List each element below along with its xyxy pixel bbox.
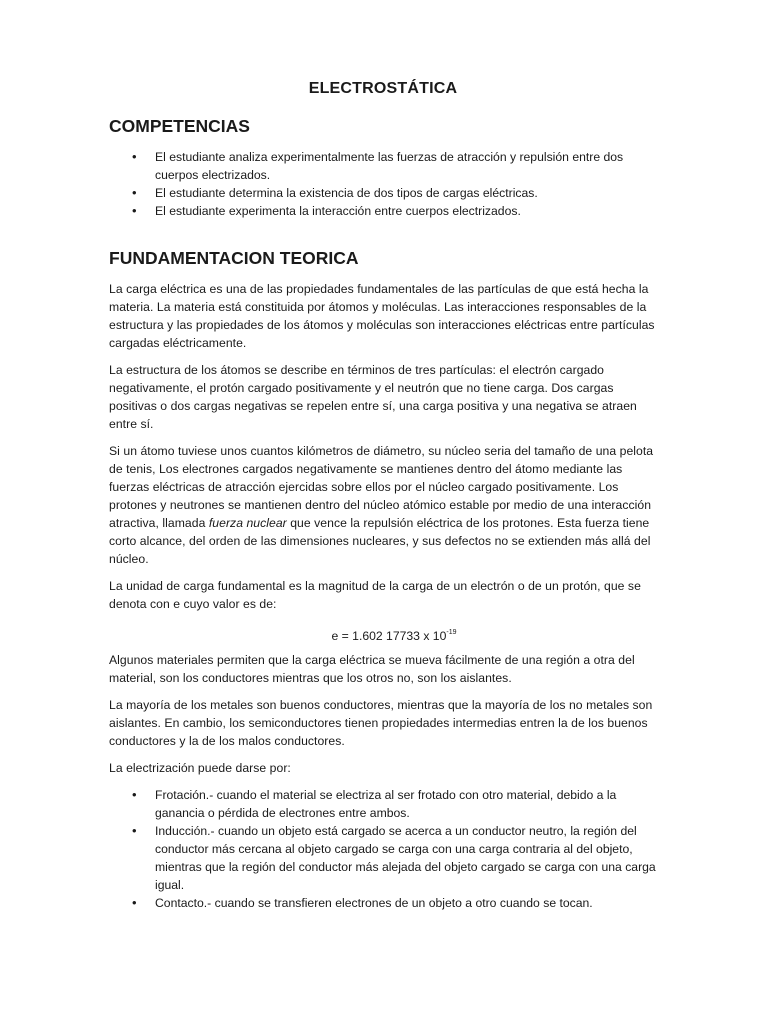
formula-carga-electron: e = 1.602 17733 x $10^{-19}$ <box>331 629 457 643</box>
bullet-icon: • <box>132 203 137 218</box>
document-page <box>109 78 657 912</box>
list-item: • Contacto.- cuando se transfieren electrones de un objeto a otro cuando se tocan. <box>132 895 593 910</box>
document-title: ELECTROSTÁTICA <box>308 80 458 97</box>
bullet-icon: • <box>132 149 137 164</box>
emphasis-fuerza-nuclear: fuerza nuclear <box>208 516 287 530</box>
list-item: • Inducción.- cuando un objeto está cargado se acerca a un conductor neutro, la región del conductor más cercana al objeto cargado se carga con una carga contraria al del objeto, mientras que la región del conductor más alejada del objeto cargado se carga con una carga igual. <box>132 823 656 892</box>
paragraph-estructura-atomos: La estructura de los átomos se describe en términos de tres partículas: el electrón cargado negativamente, el protón cargado positivamente y el neutrón que no tiene carga. Dos cargas positivas o dos cargas negativas se repelen entre sí, una carga positiva y una negativa se atraen entre sí. <box>109 363 637 431</box>
list-item: • El estudiante determina la existencia de dos tipos de cargas eléctricas. <box>132 185 538 200</box>
bullet-icon: • <box>132 895 137 910</box>
paragraph-carga-electrica: La carga eléctrica es una de las propiedades fundamentales de las partículas de que está hecha la materia. La materia está constituida por átomos y moléculas. Las interacciones responsables de la estructura y las propiedades de los átomos y moléculas son interacciones eléctricas entre partículas cargadas eléctricamente. <box>109 282 655 350</box>
list-item: • El estudiante experimenta la interacción entre cuerpos electrizados. <box>132 203 521 218</box>
formula-exponent: -19 <box>446 629 457 636</box>
paragraph-nucleo: Si un átomo tuviese unos cuantos kilómetros de diámetro, su núcleo seria del tamaño de una pelota de tenis, Los electrones cargados negativamente se mantienes dentro del átomo mediante las fuerzas eléctricas de atracción ejercidas sobre ellos por el núcleo cargado positivamente. Los protones y neutrones se mantienen dentro del núcleo atómico estable por medio de una interacción atractiva, llamada fuerza nuclear que vence la repulsión eléctrica de los protones. Esta fuerza tiene corto alcance, del orden de las dimensiones nucleares, y sus defectos no se extienden más allá del núcleo. <box>109 444 654 566</box>
heading-fundamentacion: FUNDAMENTACION TEORICA <box>109 248 359 268</box>
bullet-icon: • <box>132 185 137 200</box>
heading-competencias: COMPETENCIAS <box>109 116 250 136</box>
paragraph-electrizacion: La electrización puede darse por: <box>109 761 291 775</box>
bullet-icon: • <box>132 787 137 802</box>
paragraph-unidad-carga: La unidad de carga fundamental es la magnitud de la carga de un electrón o de un protón, que se denota con e cuyo valor es de: <box>109 579 641 611</box>
paragraph-conductores: Algunos materiales permiten que la carga eléctrica se mueva fácilmente de una región a otra del material, son los conductores mientras que los otros no, son los aislantes. <box>109 653 635 685</box>
bullet-icon: • <box>132 823 137 838</box>
paragraph-metales: La mayoría de los metales son buenos conductores, mientras que la mayoría de los no metales son aislantes. En cambio, los semiconductores tienen propiedades intermedias entren la de los buenos conductores y la de los malos conductores. <box>109 698 653 748</box>
list-item: • El estudiante analiza experimentalmente las fuerzas de atracción y repulsión entre dos cuerpos electrizados. <box>132 149 624 182</box>
competencias-list <box>109 148 657 220</box>
electrizacion-list <box>109 786 657 912</box>
list-item: • Frotación.- cuando el material se electriza al ser frotado con otro material, debido a la ganancia o pérdida de electrones entre ambos. <box>132 787 617 820</box>
